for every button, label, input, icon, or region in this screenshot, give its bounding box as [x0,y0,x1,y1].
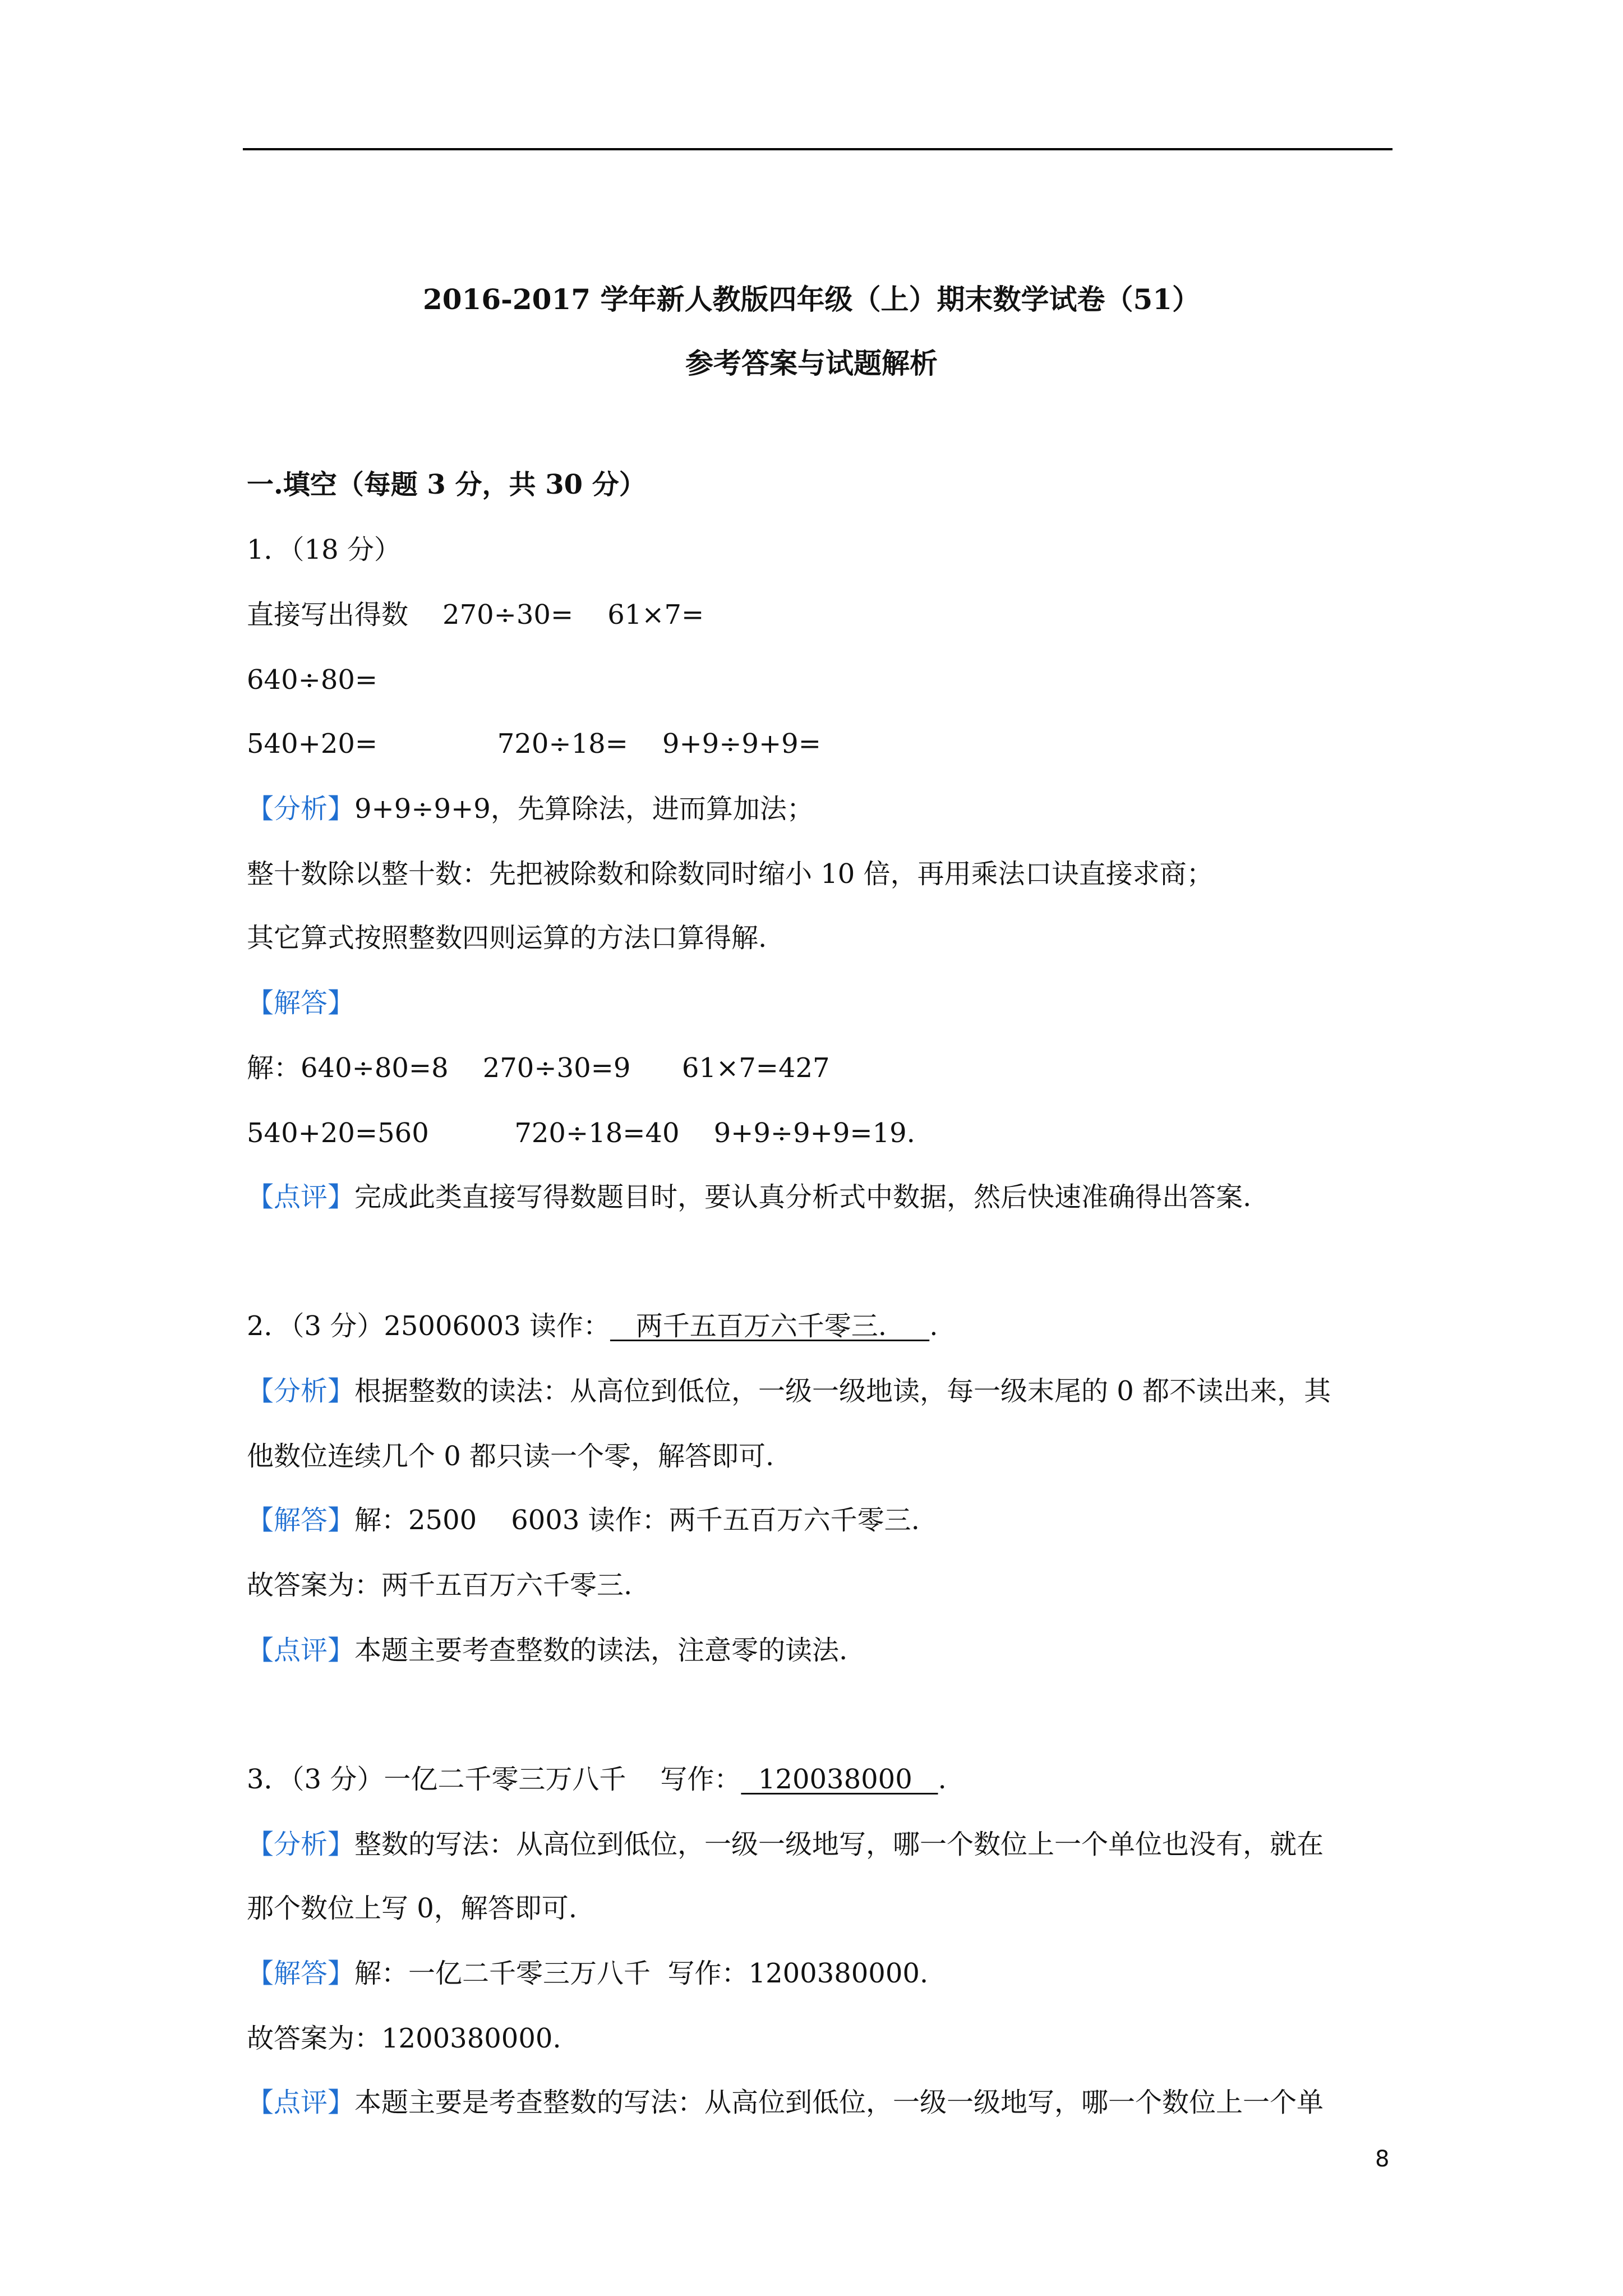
analysis-tag: 【分析】 [247,1829,355,1860]
analysis-text: 9+9÷9+9，先算除法，进而算加法； [354,793,814,825]
answer-tag: 【解答】 [247,987,355,1019]
q3-analysis [247,1831,1324,1858]
q3-answer-blank: 120038000 [741,1764,938,1795]
q2-analysis-text: 他数位连续几个 0 都只读一个零，解答即可. [247,1441,774,1472]
analysis-text: 根据整数的读法：从高位到低位，一级一级地读，每一级末尾的 0 都不读出来，其 [354,1375,1331,1407]
q3-prompt [247,1766,947,1793]
q1-answer: 540+20=560 720÷18=40 9+9÷9+9=19. [247,1117,915,1149]
answer-text: 解：一亿二千零三万八千 写作：1200380000. [354,1958,929,1989]
q3-analysis-text: 那个数位上写 0，解答即可. [247,1893,578,1924]
answer-tag: 【解答】 [247,1958,355,1989]
q2-prefix: 2．（3 分）25006003 读作： [247,1310,610,1342]
q1-comment [247,1181,1252,1213]
q3-answer-final: 故答案为：1200380000. [247,2023,561,2054]
q3-prefix: 3．（3 分）一亿二千零三万八千 写作： [247,1764,741,1795]
q2-suffix: . [929,1310,938,1342]
answer-text: 解：2500 6003 读作：两千五百万六千零三. [354,1504,920,1536]
document-title: 2016-2017 学年新人教版四年级（上）期末数学试卷（51） [422,283,1201,316]
q1-analysis-text: 其它算式按照整数四则运算的方法口算得解. [247,922,767,954]
q2-prompt [247,1310,938,1342]
comment-text: 本题主要是考查整数的写法：从高位到低位，一级一级地写，哪一个数位上一个单 [354,2087,1324,2118]
comment-tag: 【点评】 [247,1635,355,1666]
section-heading: 一.填空（每题 3 分，共 30 分） [247,469,646,500]
q1-number: 1．（18 分） [247,534,401,565]
q3-suffix: . [938,1764,947,1795]
q2-answer-blank: 两千五百万六千零三. [610,1310,930,1342]
q2-answer [247,1504,920,1536]
q1-prompt: 直接写出得数 270÷30= 61×7= [247,599,704,631]
comment-text: 完成此类直接写得数题目时，要认真分析式中数据，然后快速准确得出答案. [354,1181,1252,1213]
q2-analysis [247,1375,1331,1407]
page-number: 8 [1375,2146,1390,2172]
document-subtitle: 参考答案与试题解析 [685,347,938,380]
q1-analysis-text: 整十数除以整十数：先把被除数和除数同时缩小 10 倍，再用乘法口诀直接求商； [247,858,1214,890]
q3-answer [247,1960,928,1987]
answer-tag: 【解答】 [247,1504,355,1536]
q1-answer: 解：640÷80=8 270÷30=9 61×7=427 [247,1052,830,1084]
comment-text: 本题主要考查整数的读法，注意零的读法. [354,1635,848,1666]
comment-tag: 【点评】 [247,2087,355,2118]
analysis-tag: 【分析】 [247,793,355,825]
q3-comment [247,2089,1324,2116]
analysis-text: 整数的写法：从高位到低位，一级一级地写，哪一个数位上一个单位也没有，就在 [354,1829,1324,1860]
q2-comment [247,1637,847,1664]
header-rule [243,148,1393,150]
analysis-tag: 【分析】 [247,1375,355,1407]
q1-analysis [247,793,814,825]
q2-answer-final: 故答案为：两千五百万六千零三. [247,1570,633,1601]
q1-prompt: 640÷80= [247,664,378,696]
q1-prompt: 540+20= 720÷18= 9+9÷9+9= [247,728,821,760]
comment-tag: 【点评】 [247,1181,355,1213]
